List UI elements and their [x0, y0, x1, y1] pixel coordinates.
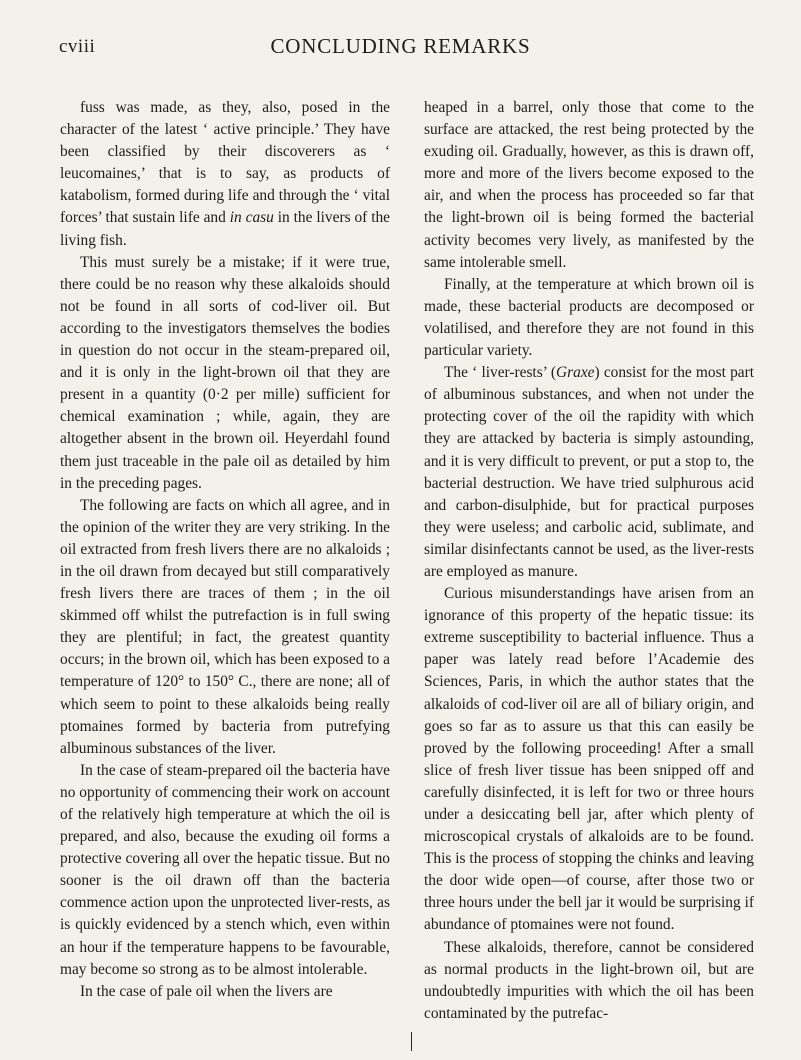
page-number: cviii [59, 36, 96, 57]
paragraph: This must surely be a mistake; if it were true, there could be no reason why these alkaloids should not be found in all sorts of cod-liver oil. But according to the investigators themselves the bodies in question do not occur in the steam-prepared oil, and it is only in the light-brown oil that they are present in a quantity (0·2 per mille) sufficient for chemical examination ; while, again, they are altogether absent in the brown oil. Heyerdahl found them just traceable in the pale oil as detailed by him in the preceding pages. [60, 253, 390, 492]
paragraph: Curious misunderstandings have arisen from an ignorance of this property of the hepatic tissue: its extreme susceptibility to bacterial influence. Thus a paper was lately read before l’Academie des Sciences, Paris, in which the author states that the alkaloids of cod-liver oil are all of biliary origin, and goes so far as to assure us that this can easily be proved by the following proceeding! After a small slice of fresh liver tissue has been snipped off and carefully disinfected, it is left for two or three hours under a desiccating bell jar, after which plenty of microscopical crystals of alkaloids are to be found. This is the process of stopping the chinks and leaving the door wide open—of course, after those two or three hours under the bell jar it would be surprising if abundance of ptomaines were not found. [424, 585, 754, 934]
paragraph-continued: heaped in a barrel, only those that come to the surface are attacked, the rest being protected by the exuding oil. Gradually, however, as this is drawn off, more and more of the livers become exposed to the air, and when the process has proceeded so far that the light-brown oil is being formed the bacterial activity becomes very lively, as manifested by the same intolerable smell. [424, 99, 754, 271]
paragraph: These alkaloids, therefore, cannot be considered as normal products in the light-brown oil, but are undoubtedly impurities with which the oil has been contaminated by the putrefac- [424, 938, 754, 1022]
paragraph: fuss was made, as they, also, posed in the character of the latest ‘ active principle.’ They have been classified by their discoverers as ‘ leucomaines,’ that is to say, as products of katabolism, formed during life and through the ‘ vital forces’ that sustain life and in casu in the livers of the living fish. [60, 99, 391, 249]
paragraph: The following are facts on which all agree, and in the opinion of the writer they are very striking. In the oil extracted from fresh livers there are no alkaloids ; in the oil drawn from decayed but still comparatively fresh livers there are traces of them ; in the oil skimmed off whilst the putrefaction is in full swing they are plentiful; in fact, the greatest quantity occurs; in the brown oil, which has been exposed to a temperature of 120° to 150° C., there are none; all of which seem to point to these alkaloids being really ptomaines formed by bacteria from putrefying albuminous substances of the liver. [60, 496, 390, 757]
column-rule [411, 1032, 412, 1051]
paragraph: Finally, at the temperature at which brown oil is made, these bacterial products are decomposed or volatilised, and therefore they are not found in this particular variety. [424, 275, 754, 360]
running-head: CONCLUDING REMARKS [270, 34, 531, 58]
paragraph: In the case of steam-prepared oil the bacteria have no opportunity of commencing their work on account of the relatively high temperature at which the oil is prepared, and also, because the exuding oil forms a protective covering all over the hepatic tissue. But no sooner is the oil drawn off than the bacteria commence action upon the unprotected liver-rests, as is quickly evidenced by a stench which, even within an hour if the temperature happens to be favourable, may become so strong as to be almost intolerable. [60, 761, 390, 978]
right-column [424, 97, 754, 1025]
paragraph: The ‘ liver-rests’ (Graxe) consist for the most part of albuminous substances, and when not under the protecting cover of the oil the rapidity with which they are attacked by bacteria is simply astounding, and it is very difficult to prevent, or put a stop to, the bacterial destruction. We have tried sulphurous acid and carbon-disulphide, but for practical purposes they were useless; and carbolic acid, sublimate, and similar disinfectants cannot be used, as the liver-rests are employed as manure. [424, 364, 754, 580]
paragraph: In the case of pale oil when the livers are [80, 982, 333, 1000]
left-column [60, 97, 390, 1003]
